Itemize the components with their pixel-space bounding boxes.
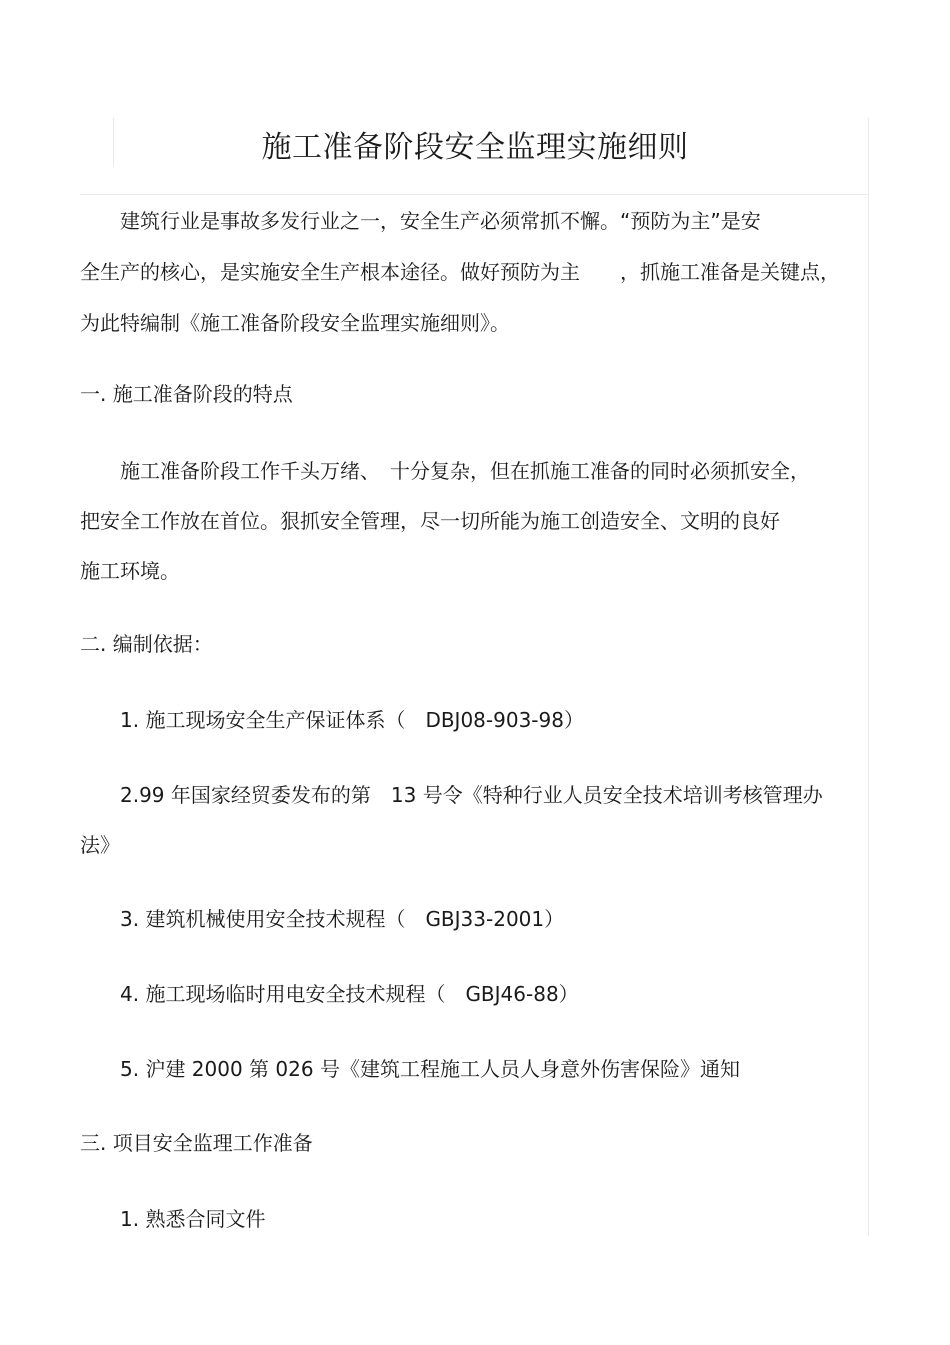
section-1-line-1: 施工准备阶段工作千头万绪、 十分复杂，但在抓施工准备的同时必须抓安全， bbox=[120, 459, 810, 483]
section-1-line-2: 把安全工作放在首位。狠抓安全管理，尽一切所能为施工创造安全、文明的良好 bbox=[80, 509, 780, 533]
section-3-item-1: 1. 熟悉合同文件 bbox=[120, 1207, 266, 1231]
section-2-item-3: 3. 建筑机械使用安全技术规程（ GBJ33-2001） bbox=[120, 907, 565, 931]
document-title: 施工准备阶段安全监理实施细则 bbox=[261, 130, 689, 165]
section-2-item-4: 4. 施工现场临时用电安全技术规程（ GBJ46-88） bbox=[120, 982, 579, 1006]
section-2-item-1: 1. 施工现场安全生产保证体系（ DBJ08-903-98） bbox=[120, 708, 584, 732]
section-2-item-5: 5. 沪建 2000 第 026 号《建筑工程施工人员人身意外伤害保险》通知 bbox=[120, 1057, 740, 1081]
intro-line-1: 建筑行业是事故多发行业之一，安全生产必须常抓不懈。“预防为主”是安 bbox=[120, 209, 761, 233]
section-2-heading: 二. 编制依据： bbox=[80, 632, 213, 656]
intro-line-2: 全生产的核心，是实施安全生产根本途径。做好预防为主 ，抓施工准备是关键点， bbox=[80, 260, 840, 284]
section-2-item-2-line-1: 2.99 年国家经贸委发布的第 13 号令《特种行业人员安全技术培训考核管理办 bbox=[120, 783, 823, 807]
section-2-item-2-line-2: 法》 bbox=[80, 833, 120, 857]
section-1-heading: 一. 施工准备阶段的特点 bbox=[80, 382, 293, 406]
frame-line-title-bottom bbox=[80, 194, 869, 195]
frame-line-right bbox=[868, 118, 869, 1236]
section-3-heading: 三. 项目安全监理工作准备 bbox=[80, 1131, 313, 1155]
section-1-line-3: 施工环境。 bbox=[80, 559, 180, 583]
intro-line-3: 为此特编制《施工准备阶段安全监理实施细则》。 bbox=[80, 311, 510, 335]
